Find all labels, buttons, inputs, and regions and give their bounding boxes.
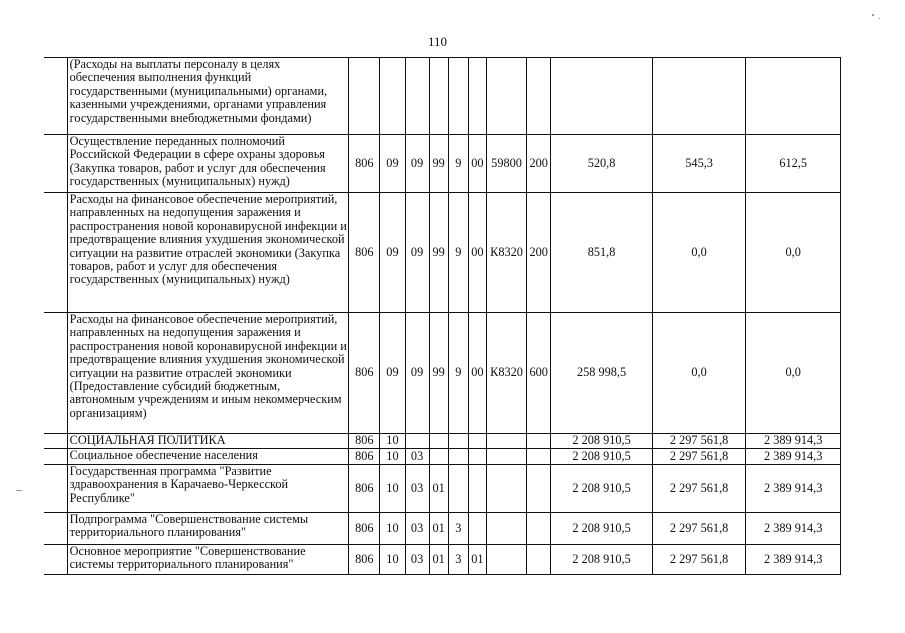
amount-year-1: 258 998,5 [551, 313, 653, 434]
amount-year-1: 520,8 [551, 135, 653, 193]
ministry-code: 806 [349, 193, 380, 313]
main-measure-code [468, 449, 486, 465]
row-margin-cell [44, 465, 67, 513]
subprogram-code: 3 [448, 513, 468, 545]
direction-code [486, 513, 526, 545]
section-code: 10 [380, 545, 405, 575]
amount-year-2 [652, 58, 746, 135]
row-margin-cell [44, 449, 67, 465]
table-row [44, 513, 841, 545]
subprogram-code: 9 [448, 313, 468, 434]
amount-year-3: 612,5 [746, 135, 841, 193]
row-margin-cell [44, 545, 67, 575]
program-code: 99 [429, 193, 448, 313]
amount-year-2: 2 297 561,8 [652, 434, 746, 449]
ministry-code: 806 [349, 313, 380, 434]
ministry-code: 806 [349, 434, 380, 449]
program-code: 01 [429, 465, 448, 513]
amount-year-1: 2 208 910,5 [551, 545, 653, 575]
subprogram-code [448, 58, 468, 135]
table-row [44, 434, 841, 449]
subsection-code: 03 [405, 513, 429, 545]
subprogram-code: 3 [448, 545, 468, 575]
amount-year-3: 2 389 914,3 [746, 434, 841, 449]
section-code [380, 58, 405, 135]
amount-year-2: 0,0 [652, 313, 746, 434]
amount-year-3: 2 389 914,3 [746, 513, 841, 545]
section-code: 10 [380, 513, 405, 545]
table-row [44, 313, 841, 434]
direction-code [486, 545, 526, 575]
amount-year-3: 2 389 914,3 [746, 449, 841, 465]
ministry-code: 806 [349, 545, 380, 575]
table-row [44, 465, 841, 513]
expense-type-code [527, 513, 551, 545]
section-code: 10 [380, 465, 405, 513]
main-measure-code [468, 58, 486, 135]
direction-code: К8320 [486, 313, 526, 434]
table-row [44, 193, 841, 313]
ministry-code [349, 58, 380, 135]
expense-type-code: 200 [527, 193, 551, 313]
table-row [44, 449, 841, 465]
amount-year-3 [746, 58, 841, 135]
row-margin-cell [44, 313, 67, 434]
subsection-code: 03 [405, 449, 429, 465]
direction-code [486, 465, 526, 513]
program-code: 99 [429, 313, 448, 434]
item-name: Осуществление переданных полномочий Российской Федерации в сфере охраны здоровья (Закупка товаров, работ и услуг для обеспечения государственных (муниципальных) нужд) [67, 135, 349, 193]
amount-year-3: 2 389 914,3 [746, 545, 841, 575]
scan-mark [872, 14, 874, 16]
main-measure-code [468, 513, 486, 545]
amount-year-1: 2 208 910,5 [551, 513, 653, 545]
direction-code: К8320 [486, 193, 526, 313]
ministry-code: 806 [349, 449, 380, 465]
subprogram-code: 9 [448, 135, 468, 193]
program-code [429, 449, 448, 465]
item-name: Социальное обеспечение населения [67, 449, 349, 465]
item-name: СОЦИАЛЬНАЯ ПОЛИТИКА [67, 434, 349, 449]
main-measure-code: 00 [468, 313, 486, 434]
amount-year-2: 0,0 [652, 193, 746, 313]
subsection-code: 09 [405, 313, 429, 434]
expense-type-code [527, 465, 551, 513]
budget-table [44, 57, 841, 575]
subprogram-code [448, 465, 468, 513]
amount-year-1: 2 208 910,5 [551, 434, 653, 449]
main-measure-code [468, 434, 486, 449]
subprogram-code: 9 [448, 193, 468, 313]
section-code: 10 [380, 449, 405, 465]
section-code: 09 [380, 135, 405, 193]
main-measure-code: 00 [468, 193, 486, 313]
program-code [429, 58, 448, 135]
amount-year-2: 2 297 561,8 [652, 545, 746, 575]
item-name: Расходы на финансовое обеспечение мероприятий, направленных на недопущения заражения и распространения новой коронавирусной инфекции и предотвращение влияния ухудшения экономической ситуации на развитие отраслей экономики (Предоставление субсидий бюджетным, автономным учреждениям и иным некоммерческим организациям) [67, 313, 349, 434]
amount-year-1: 2 208 910,5 [551, 449, 653, 465]
program-code: 01 [429, 513, 448, 545]
item-name: Подпрограмма "Совершенствование системы территориального планирования" [67, 513, 349, 545]
ministry-code: 806 [349, 135, 380, 193]
subprogram-code [448, 449, 468, 465]
expense-type-code [527, 58, 551, 135]
direction-code [486, 434, 526, 449]
row-margin-cell [44, 193, 67, 313]
direction-code [486, 449, 526, 465]
program-code: 99 [429, 135, 448, 193]
ministry-code: 806 [349, 465, 380, 513]
subsection-code [405, 434, 429, 449]
row-margin-cell [44, 58, 67, 135]
main-measure-code [468, 465, 486, 513]
amount-year-1: 2 208 910,5 [551, 465, 653, 513]
table-row [44, 58, 841, 135]
row-margin-cell [44, 513, 67, 545]
row-margin-cell [44, 434, 67, 449]
amount-year-2: 2 297 561,8 [652, 513, 746, 545]
amount-year-1 [551, 58, 653, 135]
program-code [429, 434, 448, 449]
scan-mark [879, 18, 880, 19]
item-name: Государственная программа "Развитие здравоохранения в Карачаево-Черкесской Республике" [67, 465, 349, 513]
expense-type-code: 200 [527, 135, 551, 193]
subsection-code: 03 [405, 545, 429, 575]
amount-year-3: 0,0 [746, 193, 841, 313]
table-row [44, 545, 841, 575]
subprogram-code [448, 434, 468, 449]
item-name: (Расходы на выплаты персоналу в целях обеспечения выполнения функций государственными (муниципальными) органами, казенными учреждениями, органами управления государственными внебюджетными фондами) [67, 58, 349, 135]
subsection-code: 09 [405, 135, 429, 193]
budget-table-body [44, 58, 841, 575]
amount-year-3: 2 389 914,3 [746, 465, 841, 513]
amount-year-2: 545,3 [652, 135, 746, 193]
subsection-code: 03 [405, 465, 429, 513]
expense-type-code [527, 434, 551, 449]
section-code: 09 [380, 313, 405, 434]
subsection-code: 09 [405, 193, 429, 313]
expense-type-code [527, 545, 551, 575]
amount-year-2: 2 297 561,8 [652, 449, 746, 465]
direction-code [486, 58, 526, 135]
section-code: 10 [380, 434, 405, 449]
row-margin-cell [44, 135, 67, 193]
main-measure-code: 01 [468, 545, 486, 575]
page-number: 110 [427, 34, 448, 49]
section-code: 09 [380, 193, 405, 313]
ministry-code: 806 [349, 513, 380, 545]
amount-year-3: 0,0 [746, 313, 841, 434]
expense-type-code [527, 449, 551, 465]
program-code: 01 [429, 545, 448, 575]
direction-code: 59800 [486, 135, 526, 193]
amount-year-1: 851,8 [551, 193, 653, 313]
subsection-code [405, 58, 429, 135]
scan-mark [16, 490, 22, 491]
table-row [44, 135, 841, 193]
expense-type-code: 600 [527, 313, 551, 434]
main-measure-code: 00 [468, 135, 486, 193]
amount-year-2: 2 297 561,8 [652, 465, 746, 513]
item-name: Основное мероприятие "Совершенствование системы территориального планирования" [67, 545, 349, 575]
item-name: Расходы на финансовое обеспечение мероприятий, направленных на недопущения заражения и распространения новой коронавирусной инфекции и предотвращение влияния ухудшения экономической ситуации на развитие отраслей экономики (Закупка товаров, работ и услуг для обеспечения государственных (муниципальных) нужд) [67, 193, 349, 313]
